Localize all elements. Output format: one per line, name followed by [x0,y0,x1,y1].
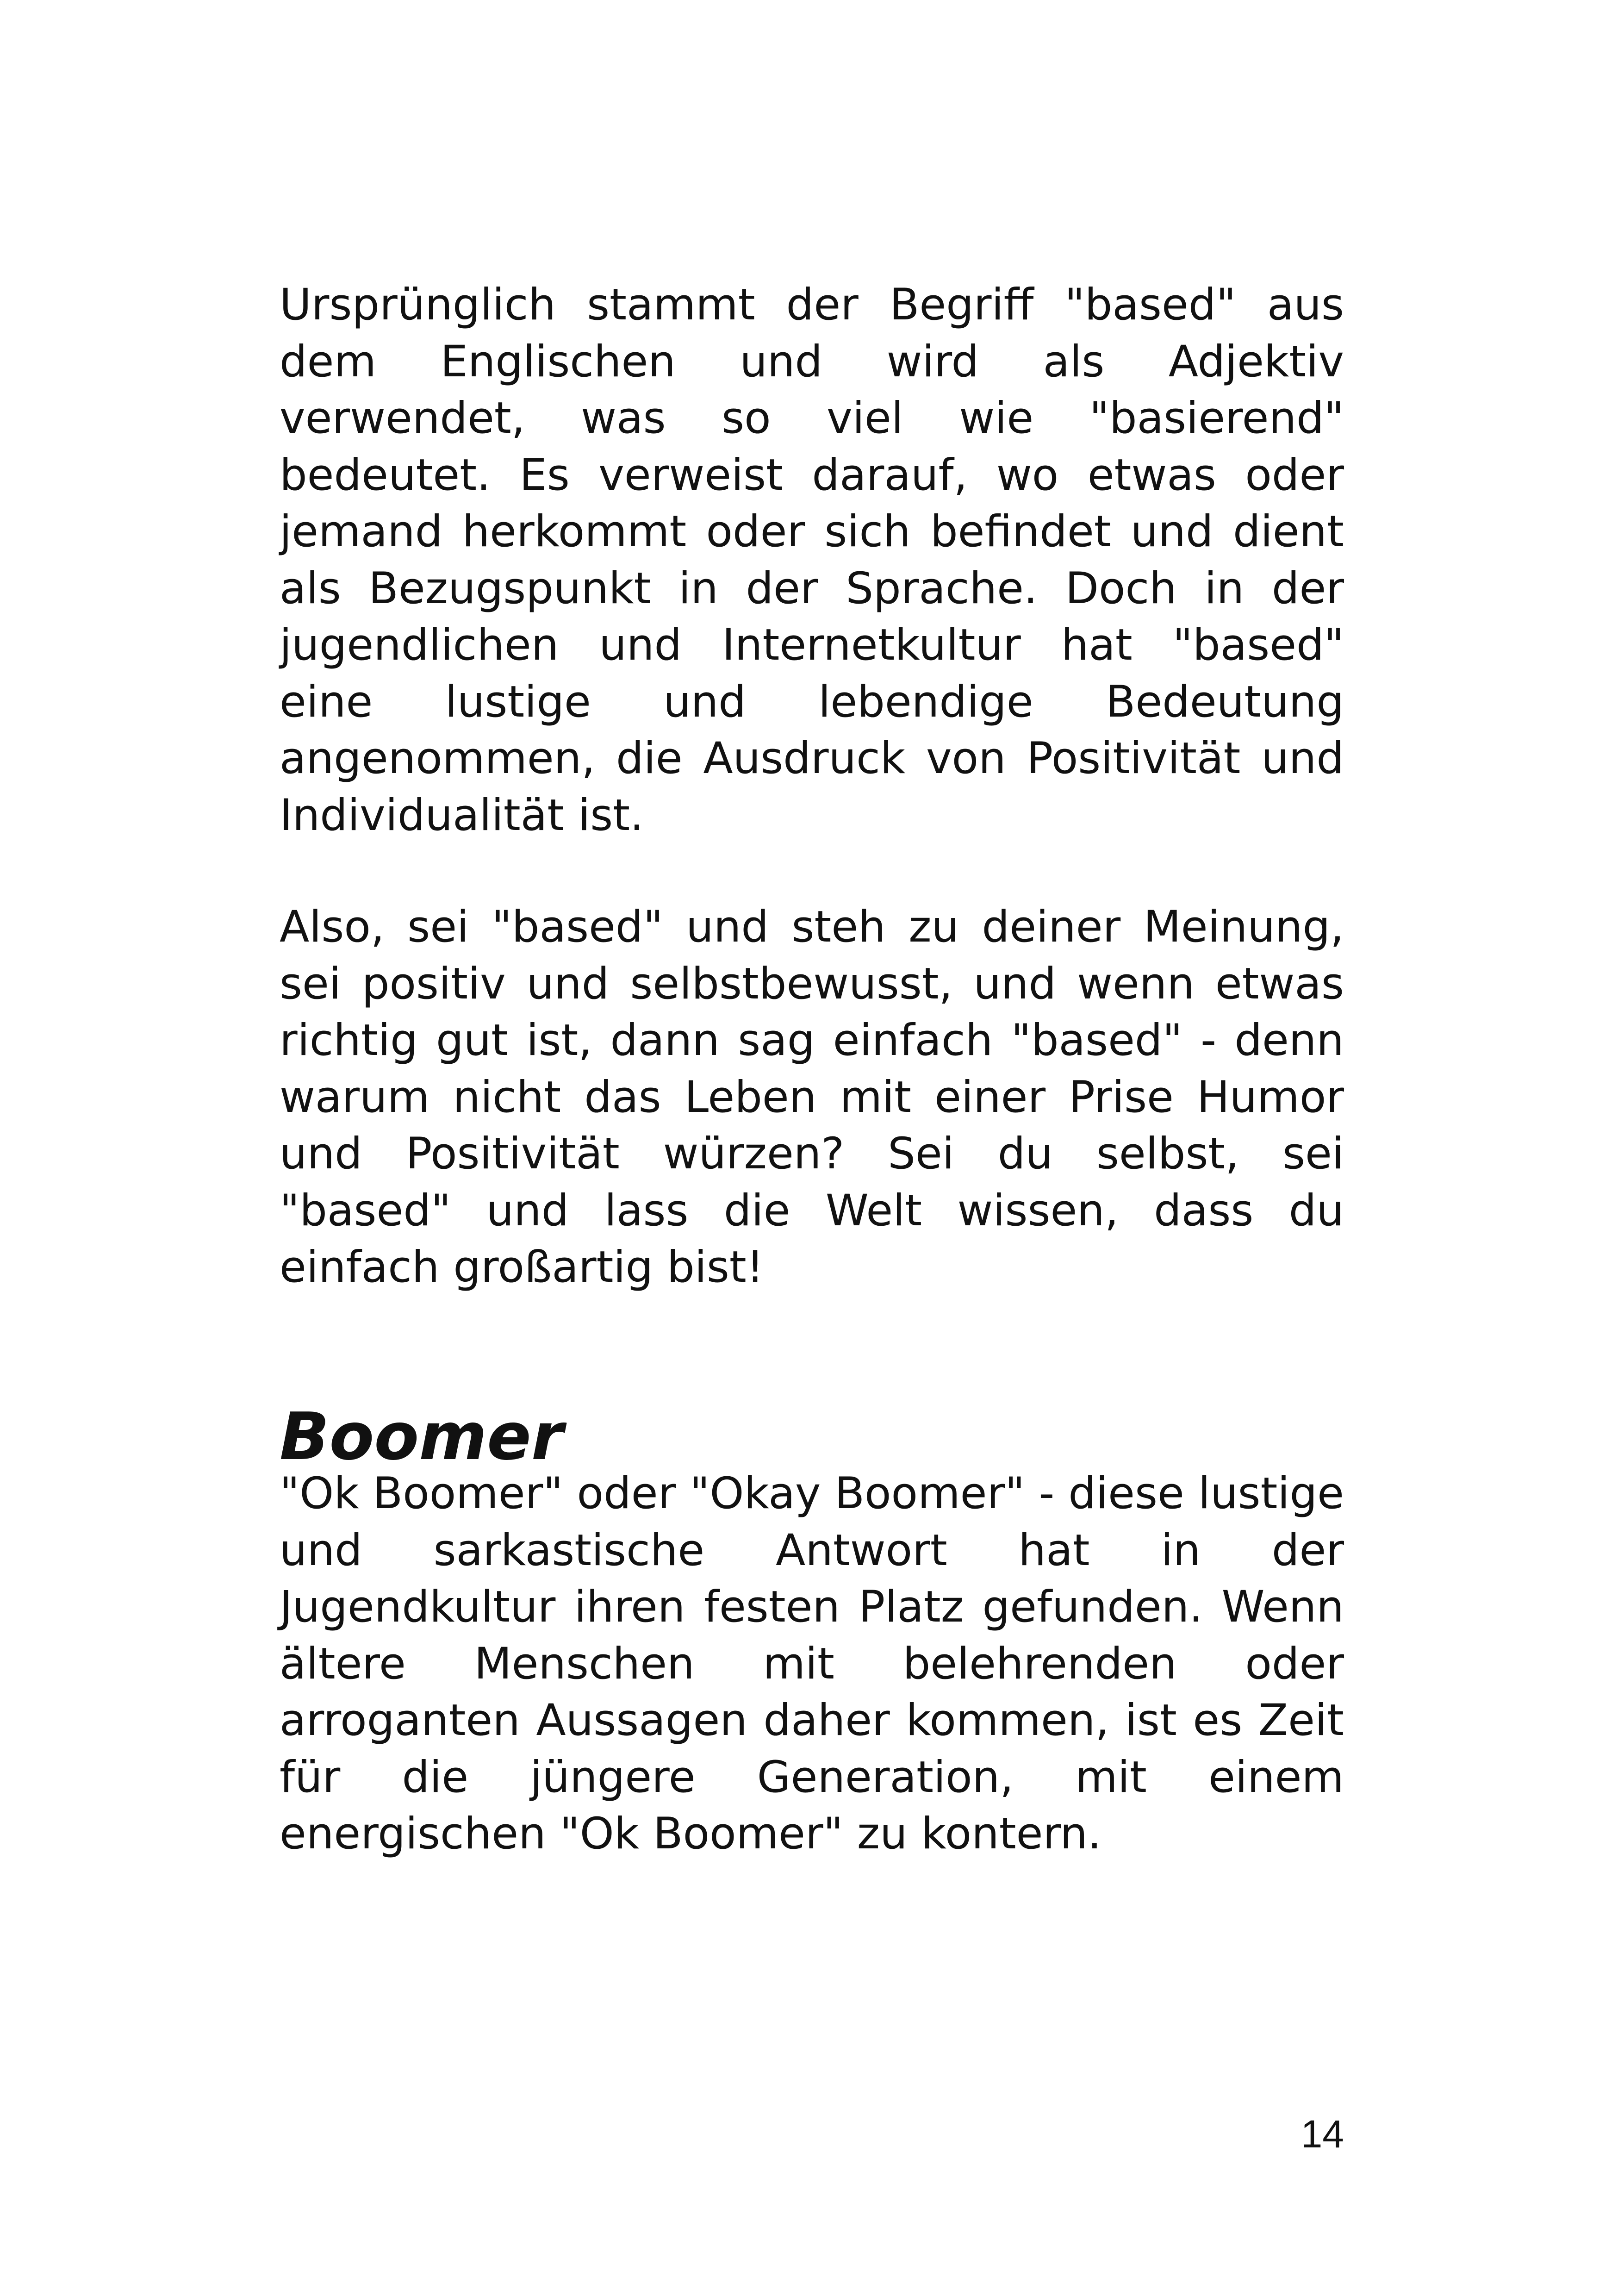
section-heading-boomer: Boomer [280,1399,564,1475]
paragraph-based-origin: Ursprünglich stammt der Begriff "based" aus dem Englischen und wird als Adjektiv verwendet, was so viel wie "basierend" bedeutet. Es verweist darauf, wo etwas oder jemand herkommt oder sich befindet und dient als Bezugspunkt in der Sprache. Doch in der jugendlichen und Internetkultur hat "based" eine lustige und lebendige Bedeutung angenommen, die Ausdruck von Positivität und Individualität ist. [280,280,1344,841]
paragraph-based-advice: Also, sei "based" und steh zu deiner Meinung, sei positiv und selbstbewusst, und wenn etwas richtig gut ist, dann sag einfach "based" - denn warum nicht das Leben mit einer Prise Humor und Positivität würzen? Sei du selbst, sei "based" und lass die Welt wissen, dass du einfach großartig bist! [280,902,1344,1292]
page-number: 14 [1301,2112,1344,2156]
paragraph-boomer: "Ok Boomer" oder "Okay Boomer" - diese lustige und sarkastische Antwort hat in der Jugendkultur ihren festen Platz gefunden. Wenn ältere Menschen mit belehrenden oder arroganten Aussagen daher kommen, ist es Zeit für die jüngere Generation, mit einem energischen "Ok Boomer" zu kontern. [280,1468,1344,1859]
